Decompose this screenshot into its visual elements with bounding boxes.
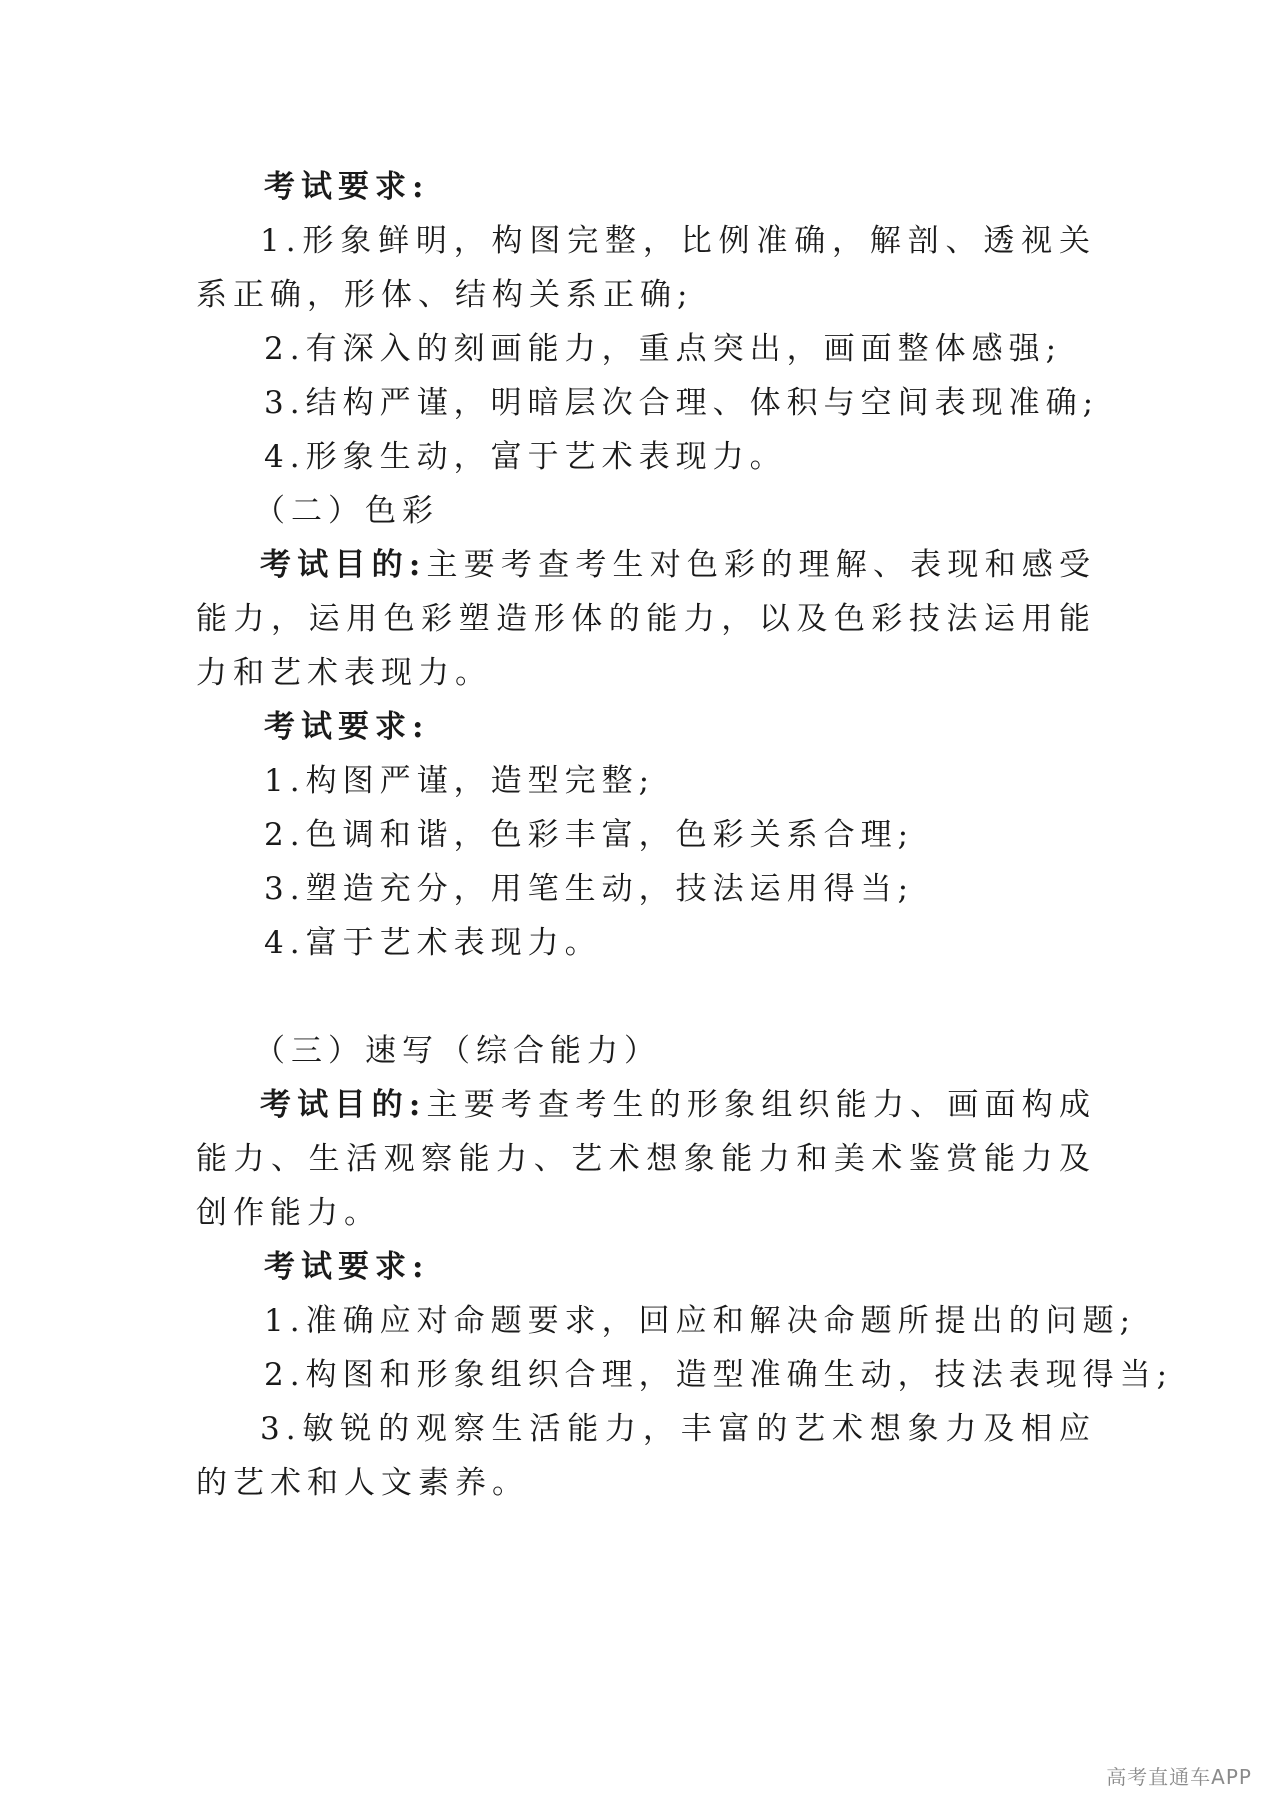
sketch-requirement-1: 1.形象鲜明，构图完整，比例准确，解剖、透视关系正确，形体、结构关系正确; — [196, 223, 1096, 313]
section-spacer — [196, 970, 1096, 1024]
color-requirement-3: 3.塑造充分，用笔生动，技法运用得当; — [264, 871, 915, 907]
color-purpose — [196, 538, 1096, 700]
sketch-requirement-4: 4.形象生动，富于艺术表现力。 — [264, 439, 787, 475]
sketch-requirement-3: 3.结构严谨，明暗层次合理、体积与空间表现准确; — [264, 385, 1100, 421]
quick-sketch-requirement-1: 1.准确应对命题要求，回应和解决命题所提出的问题; — [264, 1303, 1137, 1339]
color-section-heading: （二）色彩 — [254, 493, 439, 529]
sketch-requirements-title: 考试要求: — [264, 169, 430, 205]
color-requirements-title: 考试要求: — [264, 709, 430, 745]
quick-sketch-purpose-label: 考试目的: — [260, 1087, 427, 1123]
color-requirement-1: 1.构图严谨，造型完整; — [264, 763, 656, 799]
sketch-requirement-2: 2.有深入的刻画能力，重点突出，画面整体感强; — [264, 331, 1063, 367]
quick-sketch-purpose-text: 主要考查考生的形象组织能力、画面构成能力、生活观察能力、艺术想象能力和美术鉴赏能力及创作能力。 — [196, 1087, 1096, 1231]
app-watermark: 高考直通车APP — [1106, 1765, 1252, 1789]
quick-sketch-requirements-title: 考试要求: — [264, 1249, 430, 1285]
color-purpose-text: 主要考查考生对色彩的理解、表现和感受能力，运用色彩塑造形体的能力，以及色彩技法运用能力和艺术表现力。 — [196, 547, 1096, 691]
document-body — [196, 160, 1174, 1510]
color-requirement-4: 4.富于艺术表现力。 — [264, 925, 602, 961]
quick-sketch-section-heading: （三）速写（综合能力） — [254, 1033, 661, 1069]
quick-sketch-purpose — [196, 1078, 1096, 1240]
quick-sketch-requirement-2: 2.构图和形象组织合理，造型准确生动，技法表现得当; — [264, 1357, 1174, 1393]
color-requirement-2: 2.色调和谐，色彩丰富，色彩关系合理; — [264, 817, 915, 853]
quick-sketch-requirement-3: 3.敏锐的观察生活能力，丰富的艺术想象力及相应的艺术和人文素养。 — [196, 1411, 1096, 1501]
color-purpose-label: 考试目的: — [260, 547, 427, 583]
